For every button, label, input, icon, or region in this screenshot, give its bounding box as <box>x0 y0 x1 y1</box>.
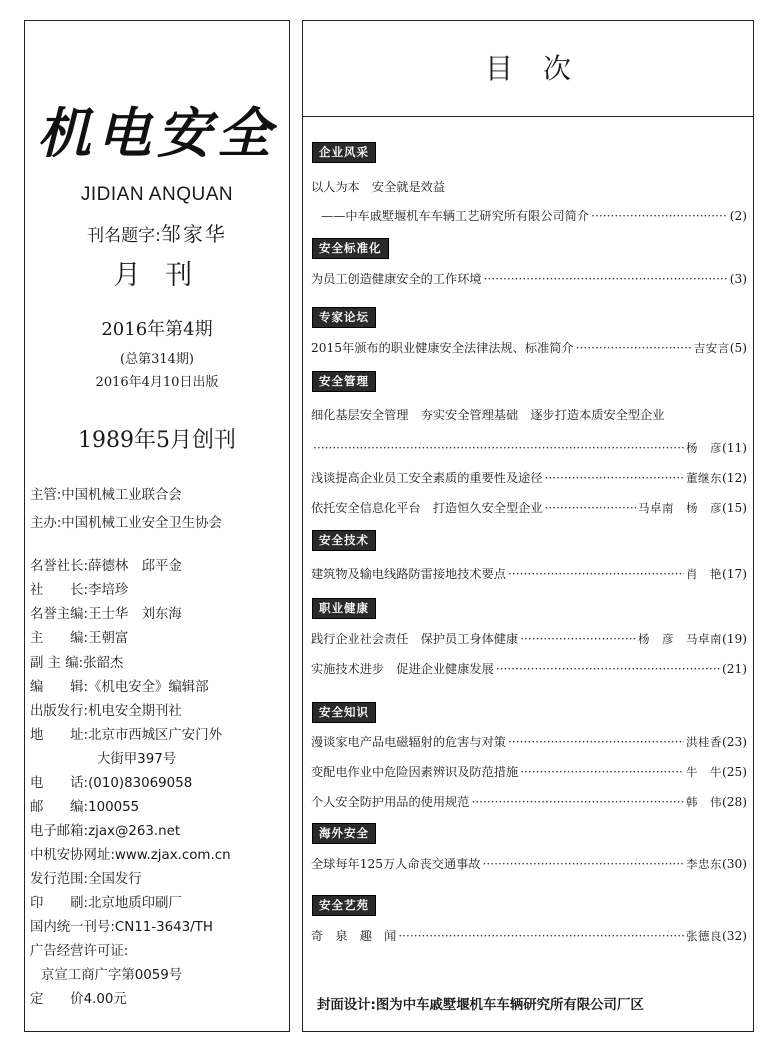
toc-entry-author: 吉安言 <box>693 341 730 355</box>
info-label: 国内统一刊号: <box>30 920 115 935</box>
toc-title: 目次 <box>303 21 753 117</box>
toc-entry-page: (25) <box>721 765 747 779</box>
info-line <box>30 724 222 743</box>
toc-leader-dots <box>496 660 720 678</box>
toc-entry-page: (21) <box>721 662 747 676</box>
info-line <box>30 796 139 815</box>
info-label: 地 址: <box>30 728 89 743</box>
info-value: 北京地质印刷厂 <box>88 896 182 911</box>
info-line <box>30 676 209 695</box>
toc-entry-page: (28) <box>721 795 747 809</box>
toc-entry-page: (19) <box>721 632 747 646</box>
toc-entry-title: 2015年颁布的职业健康安全法律法规、标准简介 <box>311 341 574 355</box>
info-line <box>30 916 213 935</box>
toc-entry[interactable] <box>311 565 747 583</box>
info-line <box>30 868 142 887</box>
info-label: 电 话: <box>30 776 89 791</box>
info-line <box>30 627 128 646</box>
toc-section-label: 安全管理 <box>312 371 376 392</box>
info-label: 中机安协网址: <box>30 848 115 863</box>
toc-entry-title: 依托安全信息化平台 打造恒久安全型企业 <box>311 501 543 515</box>
info-value: 京宣工商广字第0059号 <box>41 968 183 983</box>
toc-section-label: 安全艺苑 <box>312 895 376 916</box>
toc-entry-author: 董继东 <box>685 471 722 485</box>
toc-entry-title[interactable]: 细化基层安全管理 夯实安全管理基础 逐步打造本质安全型企业 <box>311 408 665 422</box>
info-value: 全国发行 <box>88 872 142 887</box>
toc-entry[interactable] <box>311 660 747 678</box>
toc-entry-page: (11) <box>721 441 747 455</box>
toc-entry-page: (30) <box>721 857 747 871</box>
toc-entry-author: 杨 彦 <box>685 441 722 455</box>
toc-entry[interactable] <box>311 270 747 288</box>
info-line <box>30 820 180 839</box>
toc-entry-author: 牛 牛 <box>685 765 722 779</box>
info-value: 张韶杰 <box>83 656 124 671</box>
toc-leader-dots <box>483 855 684 873</box>
info-value: 4.00元 <box>83 992 127 1007</box>
info-value: CN11-3643/TH <box>114 920 213 935</box>
toc-section-label: 企业风采 <box>312 142 376 163</box>
title-inscription-label: 刊名题字: <box>87 226 161 246</box>
table-of-contents-panel <box>302 20 754 1032</box>
toc-entry-author: 杨 彦 马卓南 <box>637 632 722 646</box>
toc-entry[interactable] <box>311 927 747 945</box>
info-line <box>30 512 222 531</box>
toc-leader-dots <box>591 207 728 225</box>
toc-leader-dots <box>313 439 684 457</box>
publication-frequency: 月 刊 <box>113 260 201 291</box>
info-line <box>97 748 176 767</box>
toc-entry[interactable] <box>311 855 747 873</box>
toc-leader-dots <box>520 763 684 781</box>
toc-section-label: 职业健康 <box>312 598 376 619</box>
toc-leader-dots <box>471 793 684 811</box>
toc-entry-page: (12) <box>721 471 747 485</box>
info-label: 名誉社长: <box>30 559 89 574</box>
title-inscription-name: 邹家华 <box>160 222 227 246</box>
toc-entry-author: 马卓南 杨 彦 <box>637 501 722 515</box>
info-label: 主 编: <box>30 631 89 646</box>
info-label: 副 主 编: <box>30 656 84 671</box>
info-value: 王朝富 <box>88 631 129 646</box>
journal-calligraphy-title: 机电安全 <box>37 101 277 165</box>
toc-entry-author: 韩 伟 <box>685 795 722 809</box>
info-value: 中国机械工业安全卫生协会 <box>61 516 222 531</box>
info-value: 《机电安全》编辑部 <box>88 680 209 695</box>
info-value: 王士华 刘东海 <box>88 607 182 622</box>
toc-leader-dots <box>520 630 636 648</box>
toc-entry[interactable] <box>311 793 747 811</box>
toc-entry-page: (15) <box>721 501 747 515</box>
toc-entry-title: 建筑物及输电线路防雷接地技术要点 <box>311 567 506 581</box>
info-value: 100055 <box>88 800 140 815</box>
info-line <box>30 579 128 598</box>
info-line <box>30 844 231 863</box>
info-label: 电子邮箱: <box>30 824 89 839</box>
toc-entry-author: 洪桂香 <box>685 735 722 749</box>
toc-entry[interactable] <box>321 207 747 225</box>
toc-entry-page: (3) <box>729 272 747 286</box>
toc-entry-page: (17) <box>721 567 747 581</box>
toc-leader-dots <box>545 469 684 487</box>
info-line <box>30 772 192 791</box>
toc-leader-dots <box>508 733 684 751</box>
info-value: zjax@263.net <box>88 824 181 839</box>
info-label: 定 价 <box>30 992 84 1007</box>
toc-leader-dots <box>576 339 692 357</box>
info-value: 北京市西城区广安门外 <box>88 728 222 743</box>
toc-entry-title: 奇 泉 趣 闻 <box>311 929 397 943</box>
toc-entry-author: 肖 艳 <box>685 567 722 581</box>
info-line <box>41 964 182 983</box>
toc-entry-title: 为员工创造健康安全的工作环境 <box>311 272 482 286</box>
info-label: 编 辑: <box>30 680 89 695</box>
info-value: (010)83069058 <box>88 776 193 791</box>
toc-entry-author: 李忠东 <box>685 857 722 871</box>
info-label: 印 刷: <box>30 896 89 911</box>
toc-leader-dots <box>484 270 728 288</box>
info-line <box>30 892 182 911</box>
info-label: 出版发行: <box>30 704 89 719</box>
info-line <box>30 603 182 622</box>
info-value: 机电安全期刊社 <box>88 704 182 719</box>
toc-section-label: 安全标准化 <box>312 238 389 259</box>
info-label: 主办: <box>30 516 62 531</box>
info-value: 薛德林 邱平金 <box>88 559 182 574</box>
toc-section-label: 安全技术 <box>312 530 376 551</box>
journal-pinyin-title: JIDIAN ANQUAN <box>80 184 234 205</box>
toc-section-label: 海外安全 <box>312 823 376 844</box>
toc-entry-title: 全球每年125万人命丧交通事故 <box>311 857 481 871</box>
toc-entry-page: (2) <box>729 209 747 223</box>
toc-entry-page: (23) <box>721 735 747 749</box>
toc-entry-page: (5) <box>729 341 747 355</box>
publish-date: 2016年4月10日出版 <box>95 375 219 390</box>
info-line <box>30 700 182 719</box>
toc-entry[interactable] <box>311 630 747 648</box>
toc-entry-title: 践行企业社会责任 保护员工身体健康 <box>311 632 519 646</box>
toc-entry-title: 浅谈提高企业员工安全素质的重要性及途径 <box>311 471 543 485</box>
info-line <box>30 940 128 959</box>
toc-entry-title: ——中车戚墅堰机车车辆工艺研究所有限公司简介 <box>321 209 590 223</box>
toc-leader-dots <box>545 499 636 517</box>
toc-section-label: 安全知识 <box>312 702 376 723</box>
toc-entry[interactable] <box>311 339 747 357</box>
founded-date: 1989年5月创刊 <box>78 428 236 453</box>
toc-entry[interactable] <box>311 469 747 487</box>
toc-section-label: 专家论坛 <box>312 307 376 328</box>
toc-entry-page: (32) <box>721 929 747 943</box>
info-value: 大街甲397号 <box>97 752 177 767</box>
toc-entry-title[interactable]: 以人为本 安全就是效益 <box>311 180 446 194</box>
info-label: 社 长: <box>30 583 89 598</box>
info-line <box>30 484 182 503</box>
cover-design-note: 封面设计:图为中车戚墅堰机车车辆研究所有限公司厂区 <box>317 998 644 1013</box>
toc-entry-author: 张德良 <box>685 929 722 943</box>
total-issue-number: (总第314期) <box>120 352 194 367</box>
info-label: 名誉主编: <box>30 607 89 622</box>
info-value: 李培珍 <box>88 583 129 598</box>
info-label: 邮 编: <box>30 800 89 815</box>
info-value: www.zjax.com.cn <box>114 848 231 863</box>
toc-entry[interactable] <box>311 763 747 781</box>
toc-entry-title: 变配电作业中危险因素辨识及防范措施 <box>311 765 519 779</box>
toc-entry[interactable] <box>311 439 747 457</box>
toc-leader-dots <box>398 927 684 945</box>
toc-entry-title: 实施技术进步 促进企业健康发展 <box>311 662 494 676</box>
toc-leader-dots <box>508 565 684 583</box>
info-line <box>30 555 182 574</box>
info-label: 发行范围: <box>30 872 89 887</box>
toc-entry-title: 个人安全防护用品的使用规范 <box>311 795 470 809</box>
info-label: 广告经营许可证: <box>30 944 129 959</box>
toc-entry-title: 漫谈家电产品电磁辐射的危害与对策 <box>311 735 506 749</box>
info-label: 主管: <box>30 488 62 503</box>
toc-entry[interactable] <box>311 499 747 517</box>
issue-number: 2016年第4期 <box>101 319 213 340</box>
info-line <box>30 652 123 671</box>
masthead-panel <box>24 20 290 1032</box>
title-inscription <box>25 218 289 247</box>
info-line <box>30 988 127 1007</box>
toc-entry[interactable] <box>311 733 747 751</box>
info-value: 中国机械工业联合会 <box>61 488 182 503</box>
